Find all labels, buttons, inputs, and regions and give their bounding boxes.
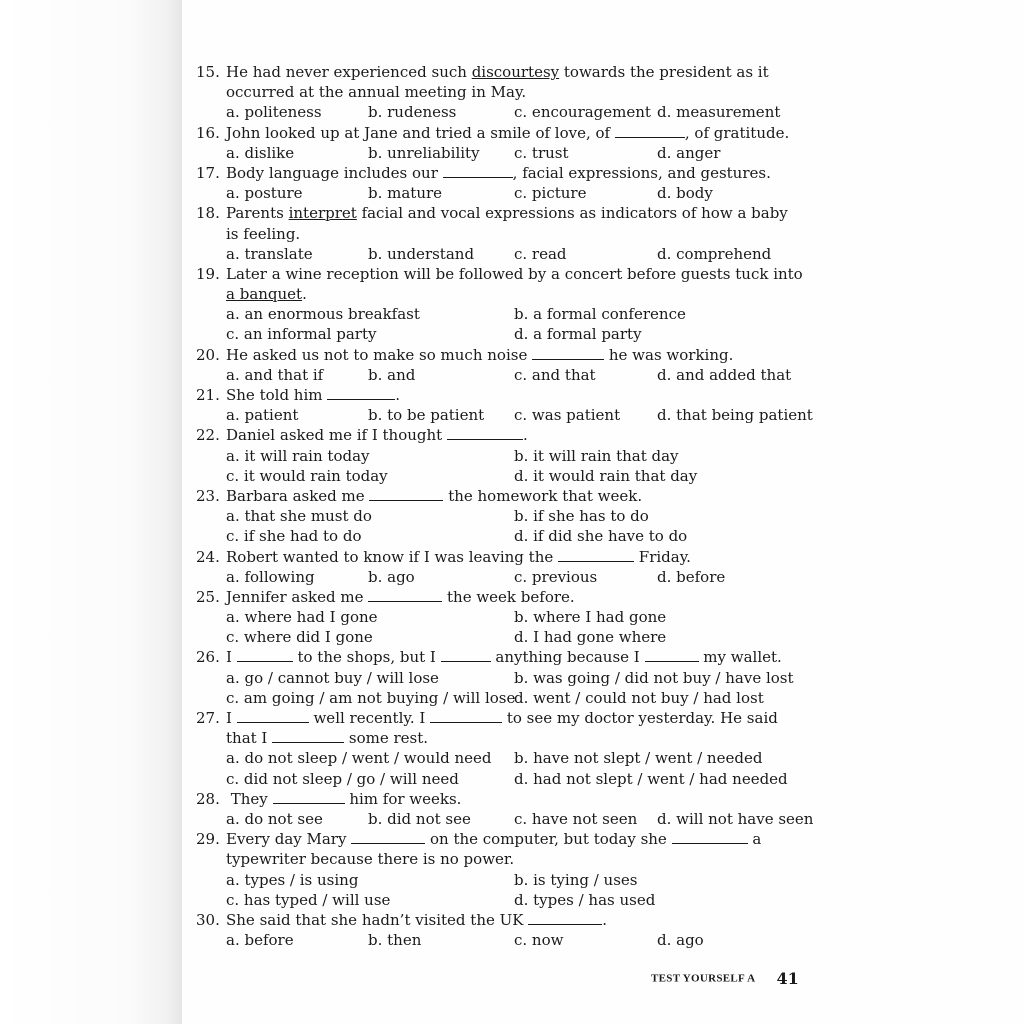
question-number: 15. [196, 63, 220, 81]
question-21 [196, 385, 816, 425]
stem-text: some rest. [344, 729, 429, 748]
answer-blank [447, 427, 523, 440]
option-c: c. has typed / will use [226, 890, 391, 909]
stem-text: , of gratitude. [684, 123, 790, 142]
answer-blank [528, 912, 602, 925]
question-stem-continued [196, 284, 816, 304]
options-row [196, 506, 816, 526]
option-c: c. am going / am not buying / will lose [226, 688, 516, 707]
option-a: a. do not see [226, 809, 323, 828]
question-number: 26. [196, 648, 220, 667]
question-stem-continued [196, 82, 816, 102]
options-row [196, 607, 816, 627]
question-stem [196, 587, 816, 607]
options-row [196, 870, 816, 890]
question-stem [196, 486, 816, 506]
stem-text: Barbara asked me [226, 486, 370, 505]
question-number: 25. [196, 587, 220, 606]
option-a: a. do not sleep / went / would need [226, 749, 492, 768]
question-number: 23. [196, 486, 220, 505]
option-a: a. it will rain today [226, 446, 370, 465]
question-stem [196, 385, 816, 405]
options-row [196, 304, 816, 324]
stem-text: John looked up at Jane and tried a smile of love, of [226, 123, 615, 142]
options-row [196, 526, 816, 546]
stem-text: Robert wanted to know if I was leaving the [226, 547, 559, 566]
options-row [196, 809, 816, 829]
stem-text: the week before. [442, 587, 575, 606]
stem-text: . [522, 426, 528, 445]
option-b: b. was going / did not buy / have lost [514, 668, 794, 687]
options-row [196, 748, 816, 768]
answer-blank [558, 549, 634, 562]
option-a: a. where had I gone [226, 608, 378, 627]
stem-text: on the computer, but today she [425, 830, 672, 849]
option-a: a. before [226, 931, 294, 950]
option-d: d. will not have seen [657, 809, 814, 828]
option-d: d. ago [657, 931, 704, 950]
options-row [196, 324, 816, 344]
option-c: c. picture [514, 184, 587, 203]
options-row [196, 446, 816, 466]
stem-text: him for weeks. [344, 789, 462, 808]
option-b: b. ago [368, 567, 415, 586]
question-18 [196, 203, 816, 264]
stem-text: facial and vocal expressions as indicators of how a baby [356, 204, 788, 223]
question-29 [196, 829, 816, 910]
answer-blank [645, 649, 699, 662]
stem-text: my wallet. [698, 648, 782, 667]
option-c: c. was patient [514, 406, 621, 425]
stem-text: Jennifer asked me [226, 587, 369, 606]
option-c: c. now [514, 931, 564, 950]
option-a: a. translate [226, 244, 313, 263]
option-a: a. types / is using [226, 870, 359, 889]
option-d: d. if did she have to do [514, 527, 688, 546]
answer-blank [237, 710, 309, 723]
stem-text: He had never experienced such [226, 63, 472, 81]
option-b: b. to be patient [368, 406, 485, 425]
option-b: b. is tying / uses [514, 870, 638, 889]
option-a: a. go / cannot buy / will lose [226, 668, 439, 687]
option-a: a. that she must do [226, 507, 372, 526]
stem-text: typewriter because there is no power. [226, 850, 515, 869]
answer-blank [327, 387, 395, 400]
stem-text: Daniel asked me if I thought [226, 426, 447, 445]
option-d: d. body [657, 184, 713, 203]
running-footer-label: TEST YOURSELF A [651, 972, 756, 985]
question-stem [196, 203, 816, 223]
question-number: 16. [196, 123, 220, 142]
question-stem [196, 910, 816, 930]
stem-text: to see my doctor yesterday. He said [502, 709, 778, 727]
option-d: d. that being patient [657, 406, 813, 425]
answer-blank [532, 347, 604, 360]
options-row [196, 102, 816, 122]
options-row [196, 183, 816, 203]
question-stem [196, 123, 816, 143]
stem-text: Friday. [634, 547, 691, 566]
stem-text: I [226, 709, 237, 727]
stem-text: that I [226, 729, 273, 748]
option-c: c. an informal party [226, 325, 377, 344]
option-b: b. where I had gone [514, 608, 667, 627]
option-b: b. did not see [368, 809, 471, 828]
page-number: 41 [776, 969, 799, 988]
option-c: c. read [514, 244, 567, 263]
question-15 [196, 62, 816, 123]
answer-blank [430, 710, 502, 723]
answer-blank [615, 125, 685, 138]
answer-blank [443, 165, 513, 178]
option-c: c. if she had to do [226, 527, 362, 546]
question-list [196, 62, 816, 950]
question-stem [196, 789, 816, 809]
stem-text: anything because I [490, 648, 645, 667]
question-stem-continued [196, 728, 816, 748]
options-row [196, 244, 816, 264]
stem-text: He asked us not to make so much noise [226, 345, 533, 364]
option-d: d. comprehend [657, 244, 772, 263]
question-19 [196, 264, 816, 345]
question-stem [196, 547, 816, 567]
question-17 [196, 163, 816, 203]
options-row [196, 466, 816, 486]
answer-blank [273, 791, 345, 804]
option-b: b. unreliability [368, 143, 480, 162]
stem-text: , facial expressions, and gestures. [512, 163, 771, 182]
question-16 [196, 123, 816, 163]
question-number: 27. [196, 709, 220, 727]
option-a: a. following [226, 567, 315, 586]
question-24 [196, 547, 816, 587]
answer-blank [351, 831, 425, 844]
option-a: a. patient [226, 406, 299, 425]
answer-blank [672, 831, 748, 844]
question-25 [196, 587, 816, 648]
question-number: 24. [196, 547, 220, 566]
stem-text: occurred at the annual meeting in May. [226, 83, 527, 102]
question-number: 30. [196, 910, 220, 929]
question-23 [196, 486, 816, 547]
option-b: b. a formal conference [514, 305, 686, 324]
answer-blank [237, 649, 293, 662]
question-20 [196, 345, 816, 385]
question-number: 17. [196, 163, 220, 182]
option-d: d. before [657, 567, 726, 586]
stem-text: Parents [226, 204, 289, 223]
option-c: c. did not sleep / go / will need [226, 769, 459, 788]
stem-text: the homework that week. [443, 486, 643, 505]
stem-text: Later a wine reception will be followed by a concert before guests tuck into [226, 264, 803, 283]
question-number: 28. [196, 789, 220, 808]
option-c: c. it would rain today [226, 466, 388, 485]
stem-text: Every day Mary [226, 830, 352, 849]
question-30 [196, 910, 816, 950]
question-number: 22. [196, 426, 220, 445]
options-row [196, 930, 816, 950]
stem-text: I [226, 648, 237, 667]
option-c: c. encouragement [514, 103, 651, 122]
options-row [196, 365, 816, 385]
question-number: 19. [196, 264, 220, 283]
option-d: d. had not slept / went / had needed [514, 769, 788, 788]
option-d: d. a formal party [514, 325, 642, 344]
answer-blank [369, 488, 443, 501]
option-d: d. I had gone where [514, 628, 667, 647]
options-row [196, 688, 816, 708]
option-b: b. then [368, 931, 422, 950]
stem-text: Body language includes our [226, 163, 443, 182]
option-c: c. where did I gone [226, 628, 373, 647]
options-row [196, 143, 816, 163]
stem-text: . [602, 910, 608, 929]
option-b: b. it will rain that day [514, 446, 679, 465]
question-stem [196, 829, 816, 849]
question-stem [196, 264, 816, 284]
option-a: a. politeness [226, 103, 322, 122]
stem-text: a [747, 830, 762, 849]
option-a: a. posture [226, 184, 303, 203]
options-row [196, 627, 816, 647]
option-d: d. types / has used [514, 890, 656, 909]
question-stem [196, 345, 816, 365]
stem-text: well recently. I [308, 709, 431, 727]
option-b: b. if she has to do [514, 507, 649, 526]
option-a: a. and that if [226, 365, 324, 384]
option-b: b. understand [368, 244, 475, 263]
question-stem [196, 425, 816, 445]
options-row [196, 890, 816, 910]
underlined-word: a banquet [226, 285, 303, 304]
question-stem [196, 62, 816, 82]
book-spine-edge [0, 0, 182, 1024]
option-c: c. and that [514, 365, 596, 384]
option-a: a. dislike [226, 143, 295, 162]
option-b: b. mature [368, 184, 443, 203]
option-d: d. measurement [657, 103, 781, 122]
options-row [196, 567, 816, 587]
option-d: d. anger [657, 143, 721, 162]
question-number: 20. [196, 345, 220, 364]
question-27 [196, 708, 816, 789]
underlined-word: interpret [288, 204, 357, 223]
stem-text: . [395, 386, 401, 404]
underlined-word: discourtesy [471, 63, 560, 81]
option-c: c. trust [514, 143, 569, 162]
stem-text: They [226, 789, 273, 808]
option-a: a. an enormous breakfast [226, 305, 420, 324]
options-row [196, 769, 816, 789]
stem-text: She told him [226, 386, 328, 404]
options-row [196, 405, 816, 425]
question-28 [196, 789, 816, 829]
question-26 [196, 647, 816, 708]
stem-text: . [302, 285, 307, 304]
question-22 [196, 425, 816, 486]
question-stem [196, 163, 816, 183]
answer-blank [441, 649, 491, 662]
question-stem-continued [196, 849, 816, 869]
option-c: c. have not seen [514, 809, 638, 828]
question-number: 21. [196, 386, 220, 404]
question-number: 18. [196, 204, 220, 223]
option-d: d. went / could not buy / had lost [514, 688, 764, 707]
option-b: b. rudeness [368, 103, 457, 122]
option-d: d. and added that [657, 365, 792, 384]
stem-text: to the shops, but I [292, 648, 441, 667]
options-row [196, 668, 816, 688]
question-stem [196, 708, 816, 728]
question-stem [196, 647, 816, 667]
question-stem-continued [196, 224, 816, 244]
answer-blank [272, 730, 344, 743]
stem-text: he was working. [604, 345, 734, 364]
question-number: 29. [196, 830, 220, 849]
stem-text: is feeling. [226, 224, 301, 243]
stem-text: towards the president as it [559, 63, 769, 81]
option-c: c. previous [514, 567, 598, 586]
answer-blank [368, 589, 442, 602]
option-d: d. it would rain that day [514, 466, 698, 485]
page-footer [651, 968, 811, 992]
option-b: b. have not slept / went / needed [514, 749, 763, 768]
option-b: b. and [368, 365, 416, 384]
stem-text: She said that she hadn’t visited the UK [226, 910, 529, 929]
